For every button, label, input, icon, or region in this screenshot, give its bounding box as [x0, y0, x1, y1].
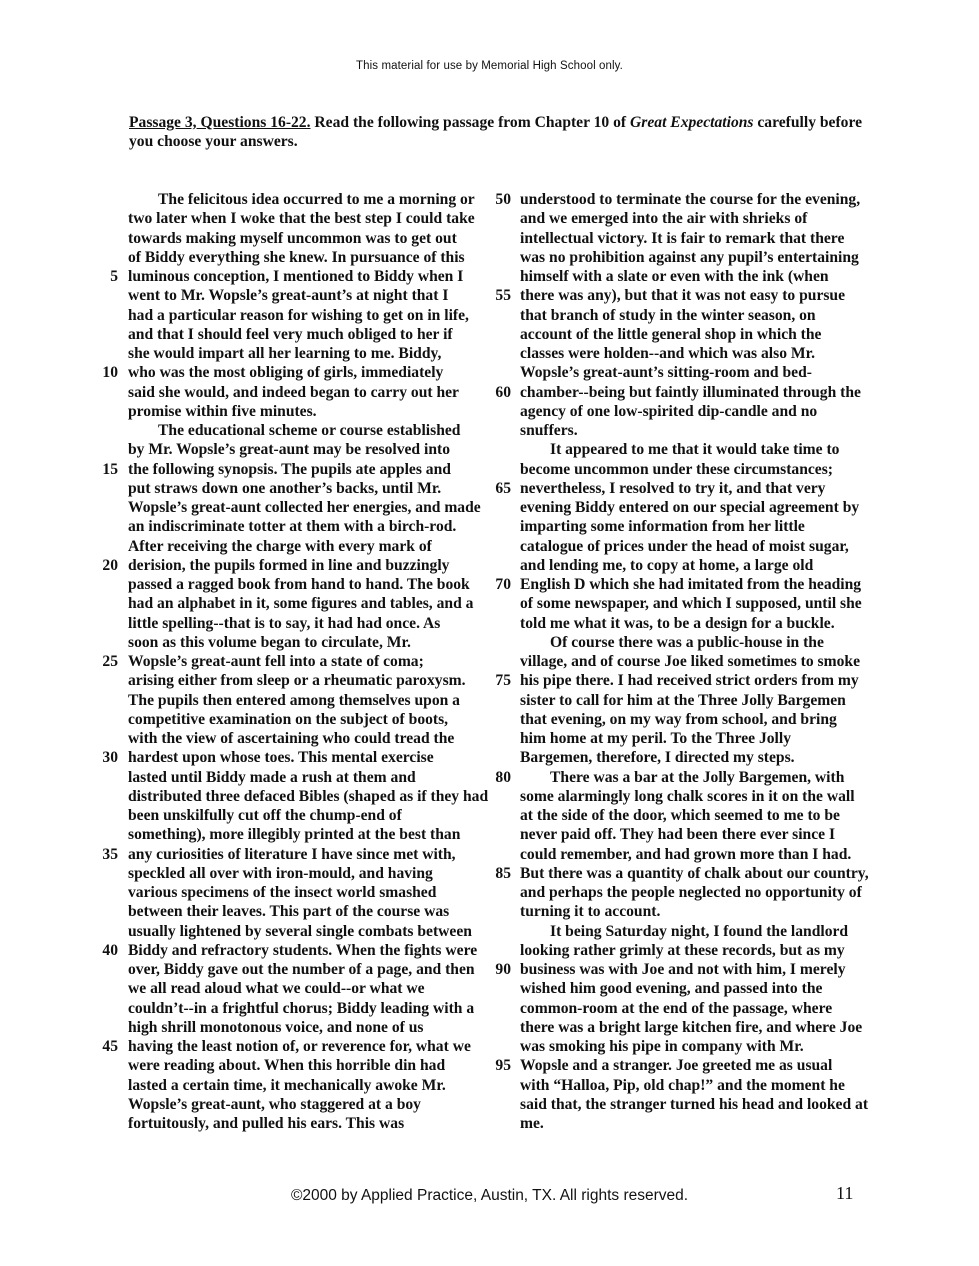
line-text: luminous conception, I mentioned to Biddy when I: [128, 268, 464, 285]
page-number: 11: [836, 1183, 854, 1203]
line-text: between their leaves. This part of the course was: [128, 903, 450, 921]
line-text: went to Mr. Wopsle’s great-aunt’s at night that I: [128, 287, 449, 305]
line-number: 15: [102, 460, 118, 478]
passage-line: [485, 825, 875, 844]
passage-line: [90, 999, 485, 1018]
passage-line: [90, 787, 489, 806]
line-text: snuffers.: [520, 422, 578, 439]
line-text: something), more illegibly printed at the best than: [128, 826, 461, 844]
passage-line: [485, 768, 875, 787]
line-text: But there was a quantity of chalk about our country,: [520, 864, 869, 882]
passage-line: [90, 710, 485, 729]
passage-reference: Passage 3, Questions 16-22.: [129, 114, 311, 131]
passage-line: [90, 421, 485, 440]
line-text: Wopsle and a stranger. Joe greeted me as usual: [520, 1057, 833, 1075]
line-text: looking rather grimly at these records, but as my: [520, 941, 845, 959]
line-text: Wopsle’s great-aunt’s sitting-room and bed-: [520, 364, 812, 382]
passage-line: [90, 479, 485, 498]
passage-line: [485, 325, 875, 344]
line-text: himself with a slate or even with the ink (when: [520, 268, 829, 285]
passage-line: [485, 1095, 875, 1114]
line-number: 25: [102, 653, 118, 670]
passage-line: [90, 941, 485, 960]
passage-line: [485, 209, 875, 228]
line-text: could remember, and had grown more than I had.: [520, 845, 852, 863]
line-text: there was any), but that it was not easy to pursue: [520, 287, 846, 305]
line-text: over, Biddy gave out the number of a page, and then: [128, 961, 475, 978]
passage-line: [485, 229, 875, 248]
line-text: hardest upon whose toes. This mental exercise: [128, 749, 434, 767]
line-text: put straws down one another’s backs, until Mr.: [128, 479, 442, 497]
line-text: an indiscriminate totter at them with a birch-rod.: [128, 518, 457, 536]
line-text: that evening, on my way from school, and bring: [520, 710, 837, 728]
passage-line: [485, 864, 875, 883]
line-number: 55: [495, 287, 511, 305]
passage-line: [90, 883, 485, 902]
line-text: any curiosities of literature I have since met with,: [128, 845, 456, 863]
passage-line: [90, 922, 485, 941]
passage-line: [485, 883, 875, 902]
passage-line: [485, 922, 875, 941]
line-number: 50: [495, 191, 511, 208]
line-text: by Mr. Wopsle’s great-aunt may be resolved into: [128, 441, 450, 459]
passage-line: [485, 999, 875, 1018]
passage-line: [90, 1114, 485, 1133]
passage-line: [90, 229, 485, 248]
line-text: Of course there was a public-house in the: [550, 633, 824, 651]
line-text: of Biddy everything she knew. In pursuance of this: [128, 248, 465, 266]
passage-line: [485, 729, 875, 748]
passage-line: [90, 325, 485, 344]
line-text: and perhaps the people neglected no opportunity of: [520, 884, 862, 901]
passage-line: [485, 344, 875, 363]
line-text: high shrill monotonous voice, and none of us: [128, 1018, 424, 1036]
line-text: The educational scheme or course established: [158, 422, 461, 439]
line-text: usually lightened by several single combats between: [128, 922, 472, 940]
line-text: fortuitously, and pulled his ears. This was: [128, 1115, 405, 1132]
line-text: was no prohibition against any pupil’s entertaining: [520, 248, 859, 266]
passage-line: [90, 748, 485, 767]
passage-line: [485, 710, 875, 729]
passage-line: [90, 498, 485, 517]
passage-line: [90, 286, 485, 305]
line-text: derision, the pupils formed in line and buzzingly: [128, 556, 450, 574]
line-text: The felicitous idea occurred to me a morning or: [158, 191, 475, 208]
line-text: him home at my peril. To the Three Jolly: [520, 730, 792, 747]
passage-line: [90, 1037, 485, 1056]
passage-line: [485, 960, 875, 979]
passage-line: [485, 1056, 875, 1075]
passage-line: [90, 460, 485, 479]
passage-line: [485, 537, 875, 556]
line-text: and that I should feel very much obliged to her if: [128, 325, 453, 343]
passage-line: [485, 479, 875, 498]
line-text: It being Saturday night, I found the landlord: [550, 922, 849, 940]
line-text: she would impart all her learning to me. Biddy,: [128, 345, 442, 362]
line-text: Wopsle’s great-aunt, who staggered at a boy: [128, 1095, 421, 1113]
passage-line: [485, 248, 875, 267]
line-text: English D which she had imitated from the heading: [520, 576, 862, 593]
passage-line: [485, 1037, 875, 1056]
line-text: that branch of study in the winter season, on: [520, 306, 816, 324]
line-text: and lending me, to copy at home, a large old: [520, 556, 814, 574]
line-text: The pupils then entered among themselves upon a: [128, 691, 460, 709]
line-text: his pipe there. I had received strict orders from my: [520, 672, 859, 690]
line-text: lasted until Biddy made a rush at them and: [128, 768, 416, 786]
passage-line: [90, 1056, 485, 1075]
passage-line: [90, 960, 485, 979]
passage-line: [90, 825, 485, 844]
passage-line: [485, 845, 875, 864]
line-text: two later when I woke that the best step I could take: [128, 210, 475, 228]
passage-line: [90, 614, 485, 633]
line-text: village, and of course Joe liked sometimes to smoke: [520, 653, 860, 670]
passage-line: [90, 691, 485, 710]
line-text: catalogue of prices under the head of moist sugar,: [520, 537, 849, 555]
passage-line: [90, 768, 485, 787]
passage-line: [485, 421, 875, 440]
line-text: there was a bright large kitchen fire, and where Joe: [520, 1018, 863, 1036]
line-number: 20: [102, 556, 118, 574]
passage-line: [485, 1076, 875, 1095]
line-text: of some newspaper, and which I supposed, until she: [520, 595, 862, 613]
line-text: the following synopsis. The pupils ate apples and: [128, 460, 451, 478]
line-text: had a particular reason for wishing to get on in life,: [128, 306, 469, 324]
passage-instructions: [129, 113, 869, 151]
passage-line: [90, 633, 485, 652]
passage-line: [90, 845, 485, 864]
passage-line: [485, 498, 875, 517]
passage-line: [485, 787, 875, 806]
line-text: speckled all over with iron-mould, and having: [128, 864, 433, 882]
line-text: chamber--being but faintly illuminated through the: [520, 383, 861, 401]
passage-line: [485, 652, 875, 671]
line-number: 95: [495, 1057, 511, 1075]
copyright-footer: ©2000 by Applied Practice, Austin, TX. All rights reserved.: [290, 1187, 689, 1204]
line-text: me.: [520, 1115, 544, 1132]
line-text: having the least notion of, or reverence for, what we: [128, 1038, 471, 1055]
line-number: 85: [495, 864, 511, 882]
passage-line: [485, 402, 875, 421]
passage-line: [485, 556, 875, 575]
line-text: imparting some information from her little: [520, 518, 805, 536]
line-text: had an alphabet in it, some figures and tables, and a: [128, 595, 474, 613]
line-text: couldn’t--in a frightful chorus; Biddy leading with a: [128, 999, 475, 1017]
passage-line: [90, 729, 485, 748]
passage-line: [90, 594, 485, 613]
line-number: 75: [495, 672, 511, 690]
line-text: we all read aloud what we could--or what we: [128, 980, 425, 998]
passage-line: [485, 941, 875, 960]
line-text: soon as this volume began to circulate, Mr.: [128, 633, 411, 651]
passage-line: [485, 306, 875, 325]
line-text: turning it to account.: [520, 903, 661, 921]
passage-line: [485, 517, 875, 536]
line-text: understood to terminate the course for the evening,: [520, 191, 861, 208]
line-text: It appeared to me that it would take time to: [550, 441, 840, 459]
passage-line: [485, 1114, 875, 1133]
passage-line: [485, 440, 875, 459]
passage-line: [485, 286, 875, 305]
line-text: various specimens of the insect world smashed: [128, 884, 437, 901]
passage-left-column: [90, 190, 489, 1133]
passage-line: [485, 806, 875, 825]
line-number: 30: [102, 749, 118, 767]
line-number: 45: [102, 1038, 118, 1055]
line-text: some alarmingly long chalk scores in it on the wall: [520, 787, 855, 805]
line-number: 60: [495, 383, 511, 401]
passage-line: [90, 979, 485, 998]
passage-line: [90, 671, 485, 690]
passage-line: [90, 344, 485, 363]
line-text: wished him good evening, and passed into the: [520, 980, 823, 998]
line-text: who was the most obliging of girls, immediately: [128, 364, 444, 382]
book-title: Great Expectations: [630, 114, 754, 131]
passage-line: [90, 440, 485, 459]
line-number: 70: [495, 576, 511, 593]
passage-line: [90, 248, 485, 267]
passage-line: [90, 1095, 485, 1114]
passage-line: [90, 517, 485, 536]
passage-line: [90, 190, 485, 209]
passage-line: [90, 306, 485, 325]
line-text: account of the little general shop in which the: [520, 325, 822, 343]
line-text: Wopsle’s great-aunt fell into a state of coma;: [128, 653, 424, 670]
passage-line: [90, 402, 485, 421]
passage-line: [485, 383, 875, 402]
line-text: business was with Joe and not with him, I merely: [520, 961, 846, 978]
passage-line: [90, 902, 485, 921]
passage-line: [90, 652, 485, 671]
line-text: evening Biddy entered on our special agreement by: [520, 499, 860, 516]
line-text: lasted a certain time, it mechanically awoke Mr.: [128, 1076, 446, 1094]
passage-line: [90, 209, 485, 228]
line-number: 40: [102, 941, 118, 959]
passage-line: [90, 363, 485, 382]
line-text: become uncommon under these circumstances;: [520, 460, 833, 478]
passage-line: [485, 902, 875, 921]
line-text: was smoking his pipe in company with Mr.: [520, 1038, 804, 1055]
line-text: Wopsle’s great-aunt collected her energies, and made: [128, 499, 481, 516]
passage-line: [90, 806, 485, 825]
passage-line: [90, 575, 485, 594]
line-text: competitive examination on the subject of boots,: [128, 710, 449, 728]
line-text: with the view of ascertaining who could tread the: [128, 730, 455, 747]
line-text: classes were holden--and which was also Mr.: [520, 345, 815, 362]
passage-line: [90, 537, 485, 556]
line-number: 5: [110, 268, 118, 285]
line-number: 65: [495, 479, 511, 497]
passage-line: [485, 614, 875, 633]
passage-line: [485, 267, 875, 286]
passage-line: [90, 1076, 485, 1095]
line-text: said that, the stranger turned his head and looked at: [520, 1095, 869, 1113]
line-text: were reading about. When this horrible din had: [128, 1057, 446, 1075]
passage-line: [485, 691, 875, 710]
line-text: intellectual victory. It is fair to remark that there: [520, 229, 845, 247]
line-text: common-room at the end of the passage, where: [520, 999, 833, 1017]
passage-line: [485, 979, 875, 998]
line-text: Bargemen, therefore, I directed my steps.: [520, 749, 795, 767]
line-text: little spelling--that is to say, it had had once. As: [128, 614, 441, 632]
line-text: with “Halloa, Pip, old chap!” and the moment he: [520, 1076, 845, 1094]
line-text: promise within five minutes.: [128, 402, 317, 420]
passage-line: [90, 556, 485, 575]
line-text: agency of one low-spirited dip-candle and no: [520, 402, 818, 420]
line-text: Biddy and refractory students. When the fights were: [128, 941, 478, 959]
line-text: towards making myself uncommon was to get out: [128, 229, 457, 247]
line-text: at the side of the door, which seemed to me to be: [520, 807, 840, 824]
line-text: distributed three defaced Bibles (shaped as if they had: [128, 787, 489, 805]
line-text: said she would, and indeed began to carry out her: [128, 383, 459, 401]
passage-line: [485, 748, 875, 767]
passage-line: [485, 460, 875, 479]
line-text: After receiving the charge with every mark of: [128, 537, 432, 555]
line-number: 10: [102, 364, 118, 382]
passage-line: [90, 1018, 485, 1037]
passage-line: [485, 633, 875, 652]
line-number: 80: [495, 768, 511, 786]
line-text: passed a ragged book from hand to hand. The book: [128, 576, 470, 593]
passage-line: [485, 190, 875, 209]
line-text: been unskilfully cut off the chump-end of: [128, 807, 402, 824]
passage-line: [485, 575, 875, 594]
passage-line: [485, 363, 875, 382]
line-text: nevertheless, I resolved to try it, and that very: [520, 479, 826, 497]
line-text: There was a bar at the Jolly Bargemen, with: [550, 768, 845, 786]
passage-line: [485, 1018, 875, 1037]
instructions-text-start: Read the following passage from Chapter 10 of: [310, 114, 631, 131]
line-text: sister to call for him at the Three Jolly Bargemen: [520, 691, 846, 709]
passage-line: [90, 864, 485, 883]
line-text: told me what it was, to be a design for a buckle.: [520, 614, 835, 632]
instructions-text-end: carefully before you choose your answers.: [129, 114, 863, 150]
passage-line: [485, 671, 875, 690]
line-text: and we emerged into the air with shrieks of: [520, 210, 808, 228]
passage-line: [90, 267, 485, 286]
passage-right-column: [485, 190, 875, 1133]
line-number: 90: [495, 961, 511, 978]
line-number: 35: [102, 845, 118, 863]
line-text: never paid off. They had been there ever since I: [520, 826, 836, 844]
line-text: arising either from sleep or a rheumatic paroxysm.: [128, 672, 466, 690]
usage-notice: This material for use by Memorial High School only.: [356, 60, 623, 72]
passage-line: [90, 383, 485, 402]
passage-line: [485, 594, 875, 613]
